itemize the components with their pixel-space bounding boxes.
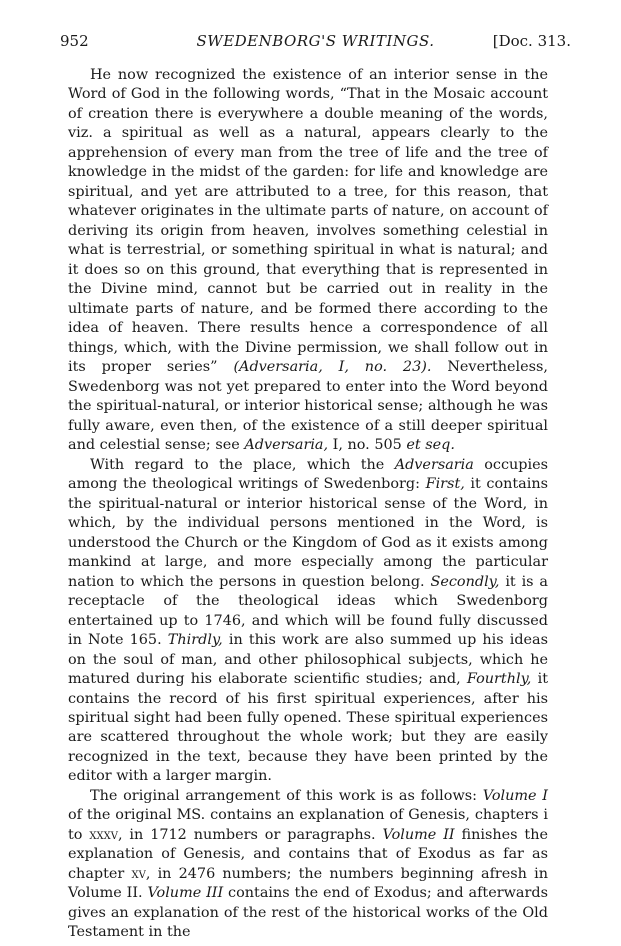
paragraph-3: The original arrangement of this work is as follows: Volume I of the original MS. contains an explanation of Genesis, chapters i to xxxv, in 1712 numbers or paragraphs. Volume II finishes the explanation of Genesis, and contains that of Exodus as far as chapter xv, in 2476 numbers; the numbers beginning afresh in Volume II. Volume III contains the end of Exodus; and afterwards gives an explanation of the rest of the historical works of the Old Testament in the — [68, 787, 548, 941]
paragraph-2: With regard to the place, which the Adversaria occupies among the theological writings of Swedenborg: First, it contains the spiritual-natural or interior historical sense of the Word, in which, by the individual persons mentioned in the Word, is understood the Church or the Kingdom of God as it exists among mankind at large, and more especially among the particular nation to which the persons in question belong. Secondly, it is a receptacle of the theological ideas which Swedenborg entertained up to 1746, and which will be found fully discussed in Note 165. Thirdly, in this work are also summed up his ideas on the soul of man, and other philosophical subjects, which he matured during his elaborate scientific studies; and, Fourthly, it contains the record of his first spiritual experiences, after his spiritual sight had been fully opened. These spiritual experiences are scattered throughout the whole work; but they are easily recognized in the text, because they have been printed by the editor with a larger margin. — [68, 456, 549, 785]
body-text — [68, 66, 548, 943]
page-number: 952 — [60, 32, 89, 50]
doc-reference: [Doc. 313. — [492, 32, 571, 50]
paragraph-1: He now recognized the existence of an interior sense in the Word of God in the following words, “That in the Mosaic account of creation there is everywhere a double meaning of the words, viz. a spiritual as well as a natural, appears clearly to the apprehension of every man from the tree of life and the tree of knowledge in the midst of the garden: for life and knowledge are spiritual, and yet are attributed to a tree, for this reason, that whatever originates in the ultimate parts of nature, on account of deriving its origin from heaven, involves something celestial in what is terrestrial, or something spiritual in what is natural; and it does so on this ground, that everything that is represented in the Divine mind, cannot but be carried out in reality in the ultimate parts of nature, and be formed there according to the idea of heaven. There results hence a correspondence of all things, which, with the Divine permission, we shall follow out in its proper series” (Adversaria, I, no. 23). Nevertheless, Swedenborg was not yet prepared to enter into the Word beyond the spiritual-natural, or interior historical sense; although he was fully aware, even then, of the existence of a still deeper spiritual and celestial sense; see Adversaria, I, no. 505 et seq. — [68, 67, 548, 454]
running-head: SWEDENBORG'S WRITINGS. — [196, 32, 435, 50]
page-header — [60, 32, 571, 54]
